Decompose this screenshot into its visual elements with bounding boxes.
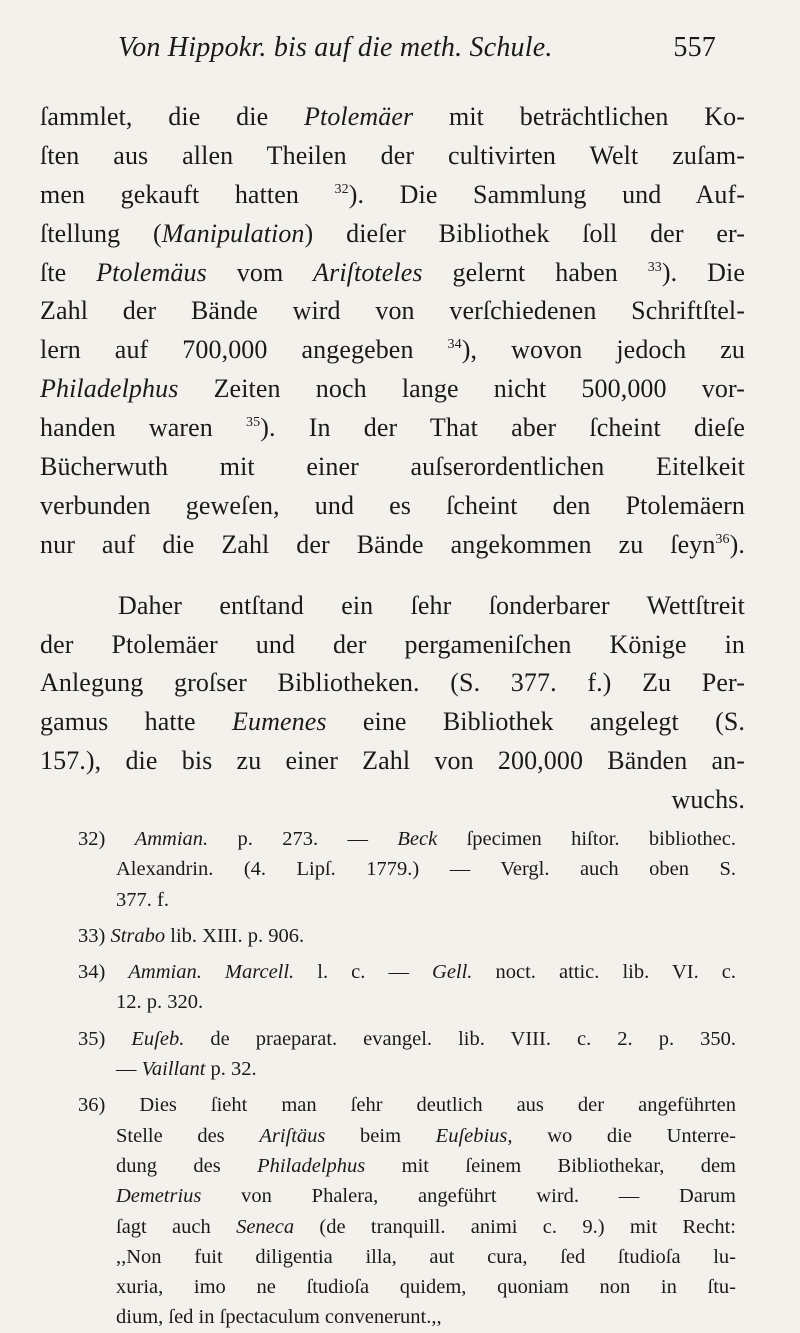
text: mit ſeinem Bibliothekar, dem — [365, 1154, 737, 1177]
italic-author: Ammian. Marcell. — [128, 961, 295, 984]
text: von Phalera, angeführt wird. — Darum — [201, 1185, 736, 1208]
text: nur auf die Zahl der Bände angekommen zu ſeyn — [40, 529, 716, 559]
text: — — [116, 1058, 142, 1081]
text: de praeparat. evangel. lib. VIII. c. 2. p. 350. — [184, 1027, 736, 1050]
footnote-32 — [78, 824, 736, 854]
text-line: Bücherwuth mit einer auſserordentlichen Eitelkeit — [40, 452, 745, 482]
text-line — [40, 176, 745, 215]
italic-name: Demetrius — [116, 1185, 202, 1208]
italic-name: Ariſtäus — [259, 1124, 326, 1147]
italic-author: Beck — [397, 828, 438, 850]
text: gamus hatte — [40, 707, 232, 737]
text-line: ſten aus allen Theilen der cultivirten Welt zuſam- — [40, 140, 745, 170]
text: lib. XIII. p. 906. — [165, 924, 305, 947]
footnote-ref-35: 35 — [246, 415, 261, 431]
footnote-line — [78, 1121, 736, 1151]
text: handen waren — [40, 413, 246, 443]
text-line — [40, 98, 745, 137]
text: ſtellung ( — [40, 218, 162, 248]
text-line — [40, 215, 745, 254]
footnote-35 — [78, 1024, 736, 1054]
text: Zeiten noch lange nicht 500,000 vor- — [178, 374, 745, 404]
main-text — [40, 98, 745, 820]
italic-name: Ariſtoteles — [313, 257, 423, 287]
text: l. c. — — [294, 961, 433, 984]
footnote-line — [78, 1181, 736, 1211]
text: 32) — [78, 828, 135, 850]
italic-name: Ptolemäer — [304, 102, 414, 131]
text: dung des — [116, 1154, 258, 1177]
text-line — [40, 703, 745, 742]
text-line — [40, 526, 745, 565]
text: ſte — [40, 257, 97, 287]
text-line: Daher entſtand ein ſehr ſonderbarer Wettſtreit — [118, 590, 745, 620]
text: p. 32. — [205, 1058, 257, 1081]
footnote-33 — [78, 921, 736, 951]
footnotes — [78, 824, 736, 1333]
footnote-ref-34: 34 — [447, 337, 462, 353]
text-line: 157.), die bis zu einer Zahl von 200,000 Bänden an- — [40, 746, 745, 776]
text: ſammlet, die die — [40, 102, 305, 131]
text: lern auf 700,000 angegeben — [40, 335, 448, 365]
footnote-36: 36) Dies ſieht man ſehr deutlich aus der angeführten — [78, 1094, 736, 1117]
page-number: 557 — [673, 32, 716, 63]
footnote-34 — [78, 957, 736, 987]
text: mit beträchtlichen Ko- — [413, 102, 745, 131]
italic-name: Euſebius — [435, 1124, 508, 1147]
footnote-line — [78, 1212, 736, 1242]
footnote-line: ,,Non fuit diligentia illa, aut cura, ſed ſtudioſa lu- — [116, 1245, 736, 1268]
text: noct. attic. lib. VI. c. — [472, 961, 736, 984]
footnote-line: Alexandrin. (4. Lipſ. 1779.) — Vergl. auch oben S. — [116, 858, 736, 881]
text: ). — [729, 529, 745, 559]
italic-name: Philadelphus — [257, 1154, 366, 1177]
text: ). In der That aber ſcheint dieſe — [260, 413, 745, 443]
text-line: verbunden geweſen, und es ſcheint den Ptolemäern — [40, 490, 745, 520]
italic-author: Euſeb. — [131, 1027, 185, 1050]
footnote-line: dium, ſed in ſpectaculum convenerunt.,, — [116, 1306, 442, 1329]
italic-term: Manipulation — [161, 218, 305, 248]
text: vom — [206, 257, 314, 287]
text-line — [40, 409, 745, 448]
footnote-line — [78, 1151, 736, 1181]
italic-name: Seneca — [236, 1215, 295, 1238]
text: p. 273. — — [208, 828, 398, 850]
running-title: Von Hippokr. bis auf die meth. Schule. — [118, 32, 553, 63]
italic-name: Philadelphus — [40, 374, 179, 404]
text: ſpecimen hiſtor. bibliothec. — [437, 828, 736, 850]
text: , wo die Unterre- — [507, 1124, 737, 1147]
footnote-line: 12. p. 320. — [116, 991, 204, 1014]
italic-author: Ammian. — [134, 828, 209, 850]
text: Stelle des — [116, 1124, 260, 1147]
text: men gekauft hatten — [40, 179, 299, 209]
text-line: Zahl der Bände wird von verſchiedenen Schriftſtel- — [40, 296, 745, 326]
footnote-line: xuria, imo ne ſtudioſa quidem, quoniam non in ſtu- — [116, 1276, 736, 1299]
footnote-ref-36: 36 — [715, 531, 730, 547]
italic-author: Vaillant — [141, 1058, 206, 1081]
text: ), wovon jedoch zu — [461, 335, 745, 365]
text: 34) — [78, 961, 129, 984]
text-line — [40, 331, 745, 370]
text-line: Anlegung groſser Bibliotheken. (S. 377. f.) Zu Per- — [40, 668, 745, 698]
footnote-ref-33: 33 — [647, 259, 662, 275]
text: ſagt auch — [116, 1215, 237, 1238]
italic-name: Eumenes — [232, 707, 327, 737]
text: beim — [325, 1124, 436, 1147]
italic-author: Strabo — [110, 924, 166, 947]
text-line: der Ptolemäer und der pergameniſchen Könige in — [40, 629, 745, 659]
text-line: wuchs. — [671, 785, 745, 815]
text: ). Die — [661, 257, 745, 287]
text: (de tranquill. animi c. 9.) mit Recht: — [294, 1215, 736, 1238]
text-line — [40, 254, 745, 293]
italic-author: Gell. — [432, 961, 473, 984]
footnote-line — [78, 1054, 736, 1084]
text: 35) — [78, 1027, 132, 1050]
text: eine Bibliothek angelegt (S. — [326, 707, 745, 737]
footnote-line: 377. f. — [116, 888, 169, 911]
text: gelernt haben — [422, 257, 648, 287]
text: ) dieſer Bibliothek ſoll der er- — [304, 218, 745, 248]
running-header — [118, 32, 716, 72]
footnote-ref-32: 32 — [334, 181, 349, 197]
text: ). Die Sammlung und Auf- — [348, 179, 745, 209]
italic-name: Ptolemäus — [96, 257, 207, 287]
text-line — [40, 370, 745, 409]
text: 33) — [78, 924, 111, 947]
